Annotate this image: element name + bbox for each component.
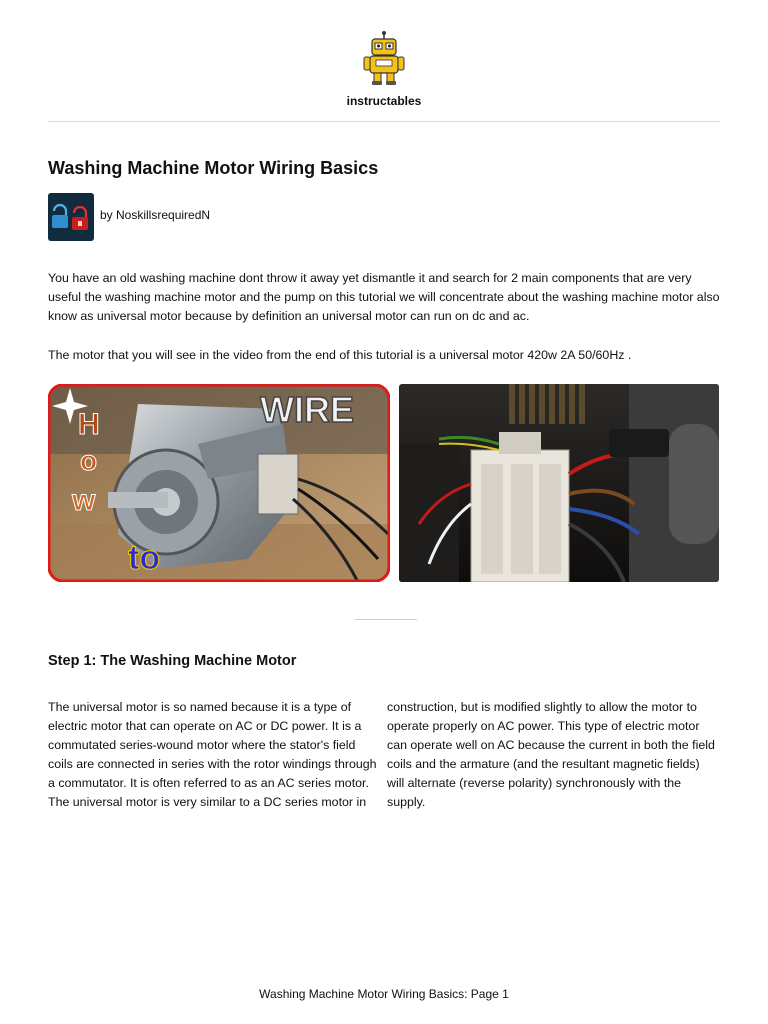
how-letter-w: w <box>72 484 96 517</box>
author-avatar[interactable] <box>48 193 94 241</box>
header-divider <box>48 121 720 122</box>
wire-word: WIRE <box>260 389 354 430</box>
instructables-robot-logo[interactable] <box>360 30 408 86</box>
brand-name[interactable]: instructables <box>346 94 422 108</box>
motor-spec-paragraph: The motor that you will see in the video from the end of this tutorial is a universal motor 420w 2A 50/60Hz . <box>48 348 632 362</box>
intro-paragraph: You have an old washing machine dont throw it away yet dismantle it and search for 2 main components that are very useful the washing machine motor and the pump on this tutorial we will concentrate about the washing machine motor also know as universal motor because by definition an universal motor can run on dc and ac. <box>48 271 720 323</box>
step-1-text-left: The universal motor is so named because it is a type of electric motor that can operate on AC or DC power. It is a commutated series-wound motor where the stator's field coils are connected in series with the rotor windings through a commutator. It is often referred to as an AC series motor. The universal motor is very similar to a DC series motor in <box>48 700 377 809</box>
step-1-title: Step 1: The Washing Machine Motor <box>48 653 297 669</box>
header <box>0 30 768 108</box>
how-letter-h: H <box>78 408 100 441</box>
how-letter-o: o <box>80 445 98 476</box>
how-to-wire-motor-image[interactable] <box>48 384 390 582</box>
step-1-text-right: construction, but is modified slightly to allow the motor to operate properly on AC power. This type of electric motor can operate well on AC because the current in both the field coils and the armature (and the resultant magnetic fields) will alternate (reverse polarity) synchronously with the supply. <box>387 700 715 809</box>
page-footer: Washing Machine Motor Wiring Basics: Page 1 <box>259 987 509 1001</box>
to-word: to <box>128 539 161 577</box>
author-row <box>48 193 210 241</box>
motor-terminal-block-image[interactable] <box>399 384 719 582</box>
page-title: Washing Machine Motor Wiring Basics <box>48 158 379 178</box>
section-divider <box>355 619 417 620</box>
author-byline[interactable]: by NoskillsrequiredN <box>100 208 211 222</box>
